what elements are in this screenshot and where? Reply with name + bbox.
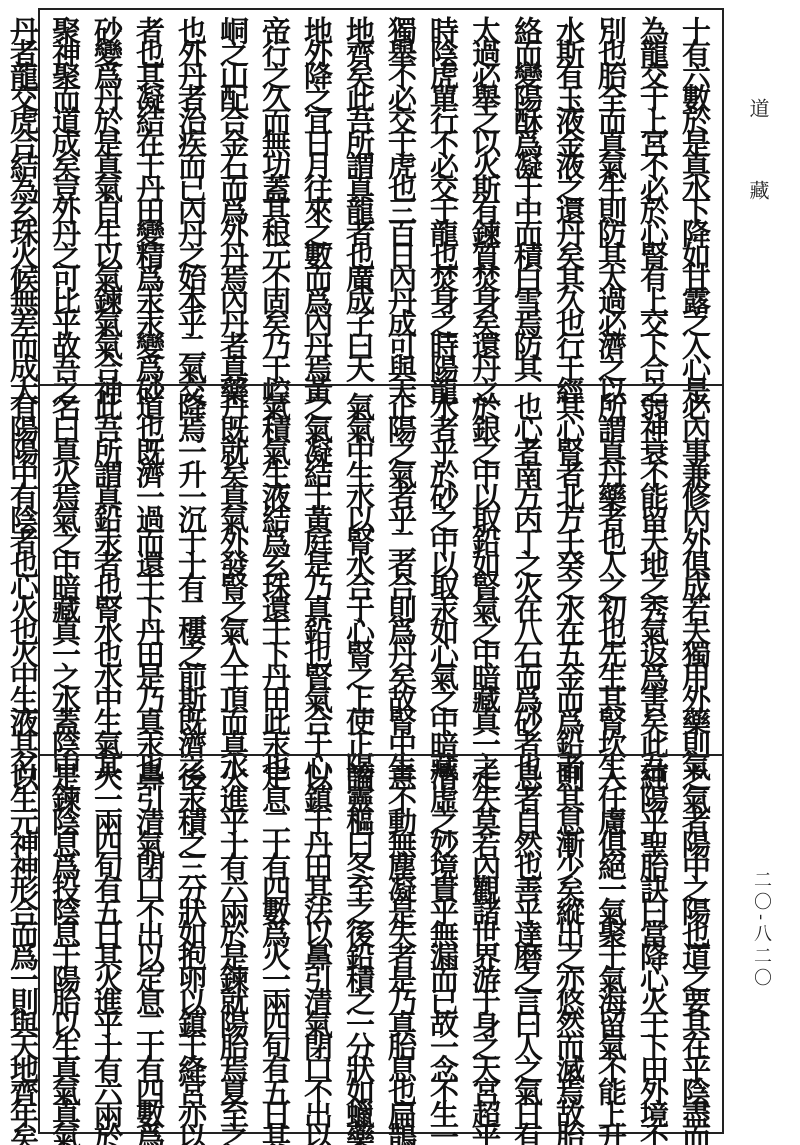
text-column: 氣積氣生液結爲玄珠還于下丹田此汞也	[258, 392, 292, 775]
text-column: 純陽乎聖胎訣曰當降心火于下田外境不	[636, 762, 670, 1145]
page-frame	[6, 8, 724, 1145]
text-column: 走失莫若內觀諸世界游于身之天宮超乎	[468, 762, 502, 1145]
text-column: 之氣凝結于黃庭是乃真鉛也腎氣合于心	[300, 392, 334, 775]
text-column: 以鎮于丹田其法以鼻引清氣閉口不出以	[300, 762, 334, 1145]
text-column: 所謂真丹藥者也人之初也先生其腎坎生	[594, 392, 628, 775]
text-column: 十有六數於是真水下降如甘露之入心是	[678, 16, 712, 399]
text-column: 也心者南方丙丁之火在八石而爲砂者也	[510, 392, 544, 775]
text-column: 太過必舉之以火斯有鍊質焚身矣還丹之	[468, 16, 502, 399]
text-column: 鼻引清氣閉口不出以定息二十有四數爲	[132, 762, 166, 1145]
register-middle	[6, 384, 722, 775]
text-column: 丹者龍交虎合結為玄珠火候無差而成大	[6, 16, 40, 399]
text-column: 正陽之氣者乎二者合則爲丹矣故腎中生	[384, 392, 418, 775]
text-column: 名曰真火焉氣之中暗藏真一之水蓋陰中	[48, 392, 82, 775]
text-column: 必內事兼修內外俱成若夫獨用外藥則氣	[678, 392, 712, 775]
text-column: 入任慮俱絕一氣聚于氣海留氣不能上升	[594, 762, 628, 1145]
register-bottom	[6, 754, 722, 1145]
text-column: 火進乎十有六兩於是鍊就陽胎焉夏至之	[216, 762, 250, 1145]
text-column: 弱神衰不能留天地之秀氣返爲害矣此吾	[636, 392, 670, 775]
text-column: 時陰虎單行不必交于龍也焚身之時陽龍	[426, 16, 460, 399]
text-column: 此吾所謂真鉛汞者也腎水也水中生氣其	[90, 392, 124, 775]
register-top-columns	[6, 16, 716, 399]
text-column: 絡而變陽酥爲凝于中而積白雪焉防其	[510, 16, 544, 376]
text-column: 清虛之妙境貴乎無漏而已故一念不生一	[426, 762, 460, 1145]
text-column: 有陽陽中有陰者也心火也火中生液其名	[6, 392, 40, 775]
text-column: 峒之山配合金石而爲外丹焉內丹者真藥	[216, 16, 250, 399]
text-column: 以生元神神形合而爲一則與天地齊年矣	[6, 762, 40, 1145]
text-column: 後汞積之三分狀如抱卵以鎮于絳宮亦以	[174, 762, 208, 1145]
text-column: 水者乎於砂之中以取汞如心氣之中暗藏	[426, 392, 460, 775]
text-column: 於銀之中以取鉛如腎氣之中暗藏真一之	[468, 392, 502, 775]
margin-folio-number: 二〇-八二〇	[751, 870, 772, 991]
text-column: 聚神聚而道成矣豈外丹之可比乎故吾之	[48, 16, 82, 399]
register-bottom-columns	[6, 762, 716, 1145]
text-column: 火一兩四旬有五日其火進乎十有六兩於	[90, 762, 124, 1145]
text-column: 地外降之宜日月往來之數而爲內丹焉黃	[300, 16, 334, 399]
text-column: 降焉一升一沉于十有二樓之前斯既濟之	[174, 392, 208, 775]
text-column: 定息二十有四數爲火一兩四旬有五日其	[258, 762, 292, 1145]
text-column: 地齊矣此吾所謂真龍者也廣成子曰天	[342, 16, 376, 376]
text-column: 則其息漸少矣縱出之亦悠然而滅焉故胎	[552, 762, 586, 1145]
text-column: 論靈樞曰冬至之後鉛積之一分狀如蠟藥	[342, 762, 376, 1145]
register-top	[6, 10, 722, 399]
text-column: 之氣者陽中之陽也道之要其在乎陰盡而	[678, 762, 712, 1145]
text-column: 帝行之久而無功蓋其根元不固矣乃于崆	[258, 16, 292, 399]
register-middle-columns	[6, 392, 716, 775]
text-column: 也外丹者治疾而已內丹之始本乎二氣交	[174, 16, 208, 399]
text-column: 水斯有玉液金液之還丹矣其久也行于經	[552, 16, 586, 399]
text-column: 道也既濟一過而還于下丹田是乃真汞也	[132, 392, 166, 775]
text-column: 獨舉不必交于虎也三百日內丹成可與天	[384, 16, 418, 399]
text-column: 意不動無塵凝是失者是乃真胎息也扁鵲	[384, 762, 418, 1145]
text-column: 息者自然也善乎達磨之言曰人之氣日有	[510, 762, 544, 1145]
text-column: 是鍊陰息爲投陰息于陽胎以生真氣真氣	[48, 762, 82, 1145]
text-column: 為龍交于上宮不必於心腎有上交下合之	[636, 16, 670, 399]
margin-collection-title: 道藏	[746, 98, 770, 262]
text-column: 氣氣中生水以腎水合于心腎之上使正陽	[342, 392, 376, 775]
text-column: 者也其凝結在于丹田變精爲汞汞變爲砂	[132, 16, 166, 399]
text-column: 砂變爲丹於是真氣自生以氣鍊氣氣合神	[90, 16, 124, 399]
text-column: 丹既就矣真氣外發腎之氣入于頂而真水	[216, 392, 250, 775]
text-column: 其心腎者北方壬癸之水在五金而爲鉛者	[552, 392, 586, 775]
text-column: 別也胎全而真氣生則防其太過必濟之以	[594, 16, 628, 399]
